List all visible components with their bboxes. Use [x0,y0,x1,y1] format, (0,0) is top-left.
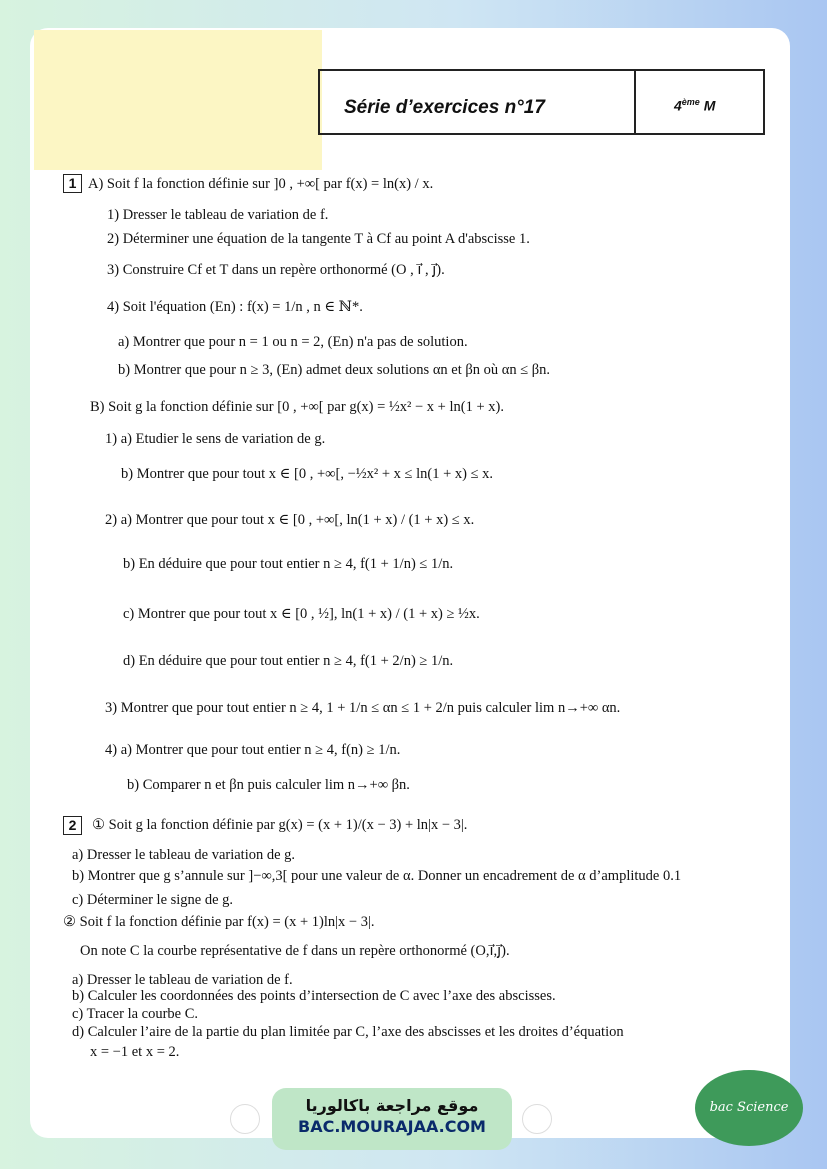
ex1-line: b) En déduire que pour tout entier n ≥ 4, f(1 + 1/n) ≤ 1/n. [123,556,454,572]
ex1-line: 1) a) Etudier le sens de variation de g. [105,431,326,447]
ex2-line: a) Dresser le tableau de variation de f. [72,972,293,988]
ex2-line: c) Tracer la courbe C. [72,1006,199,1022]
header-divider [634,71,636,133]
ex1-line: c) Montrer que pour tout x ∈ [0 , ½], ln(1 + x) / (1 + x) ≥ ½x. [123,606,480,622]
ex2-line: d) Calculer l’aire de la partie du plan limitée par C, l’axe des abscisses et les droites d’équation [72,1024,624,1040]
series-title: Série d’exercices n°17 [344,97,545,118]
ex1-line: 4) Soit l'équation (En) : f(x) = 1/n , n ∈ ℕ*. [107,299,363,315]
site-url[interactable]: BAC.MOURAJAA.COM [298,1117,486,1136]
ex1-line: d) En déduire que pour tout entier n ≥ 4, f(1 + 2/n) ≥ 1/n. [123,653,454,669]
ex2-line: b) Calculer les coordonnées des points d’intersection de C avec l’axe des abscisses. [72,988,556,1004]
ex1-line: 3) Construire Cf et T dans un repère orthonormé (O , i⃗ , j⃗). [107,262,445,278]
ex2-line: ① Soit g la fonction définie par g(x) = (x + 1)/(x − 3) + ln|x − 3|. [92,817,468,833]
site-arabic-name: موقع مراجعة باكالوريا [305,1096,479,1115]
site-banner[interactable] [272,1088,512,1150]
ex2-line: c) Déterminer le signe de g. [72,892,234,908]
sticky-note [34,30,322,170]
ex1-line: 4) a) Montrer que pour tout entier n ≥ 4, f(n) ≥ 1/n. [105,742,401,758]
ex2-line: x = −1 et x = 2. [90,1044,180,1060]
ex1-line: b) Montrer que pour tout x ∈ [0 , +∞[, −½x² + x ≤ ln(1 + x) ≤ x. [121,466,494,482]
ex1-line: A) Soit f la fonction définie sur ]0 , +∞[ par f(x) = ln(x) / x. [88,176,434,192]
bac-science-badge: bac Science [695,1070,803,1146]
ex2-line: On note C la courbe représentative de f dans un repère orthonormé (O,i⃗,j⃗). [80,943,510,959]
class-level: 4ème M [674,97,716,114]
ex2-line: a) Dresser le tableau de variation de g. [72,847,296,863]
ex1-line: 1) Dresser le tableau de variation de f. [107,207,329,223]
ex1-line: a) Montrer que pour n = 1 ou n = 2, (En) n'a pas de solution. [118,334,468,350]
site-logo-icon [230,1104,260,1134]
ex1-line: B) Soit g la fonction définie sur [0 , +∞[ par g(x) = ½x² − x + ln(1 + x). [90,399,504,415]
ex1-line: b) Montrer que pour n ≥ 3, (En) admet deux solutions αn et βn où αn ≤ βn. [118,362,551,378]
ex1-line: 2) a) Montrer que pour tout x ∈ [0 , +∞[, ln(1 + x) / (1 + x) ≤ x. [105,512,475,528]
header-box [318,69,765,135]
ex1-line: 3) Montrer que pour tout entier n ≥ 4, 1 + 1/n ≤ αn ≤ 1 + 2/n puis calculer lim n→+∞ αn. [105,700,621,716]
exercise-2-number: 2 [63,816,82,835]
ex1-line: 2) Déterminer une équation de la tangente T à Cf au point A d'abscisse 1. [107,231,530,247]
site-logo-icon [522,1104,552,1134]
exercise-1-number: 1 [63,174,82,193]
ex1-line: b) Comparer n et βn puis calculer lim n→+∞ βn. [127,777,410,793]
ex2-line: ② Soit f la fonction définie par f(x) = (x + 1)ln|x − 3|. [63,914,375,930]
ex2-line: b) Montrer que g s’annule sur ]−∞,3[ pour une valeur de α. Donner un encadrement de α d’amplitude 0.1 [72,868,682,884]
